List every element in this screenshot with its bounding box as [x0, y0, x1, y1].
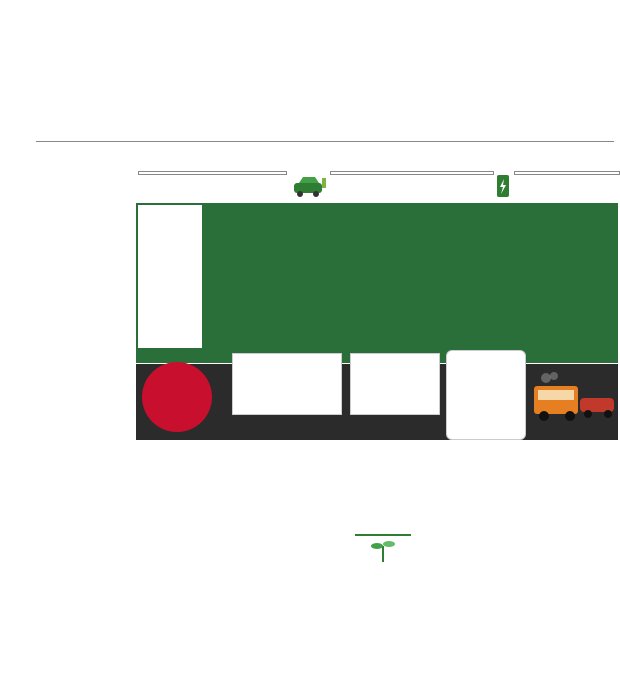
top-divider [36, 141, 614, 142]
note-two-wheelers [138, 171, 287, 175]
chart-panel [136, 203, 618, 363]
vehicles-illustration [532, 372, 616, 432]
times-special-badge [355, 532, 411, 592]
note-buses [514, 171, 620, 175]
fact-teri [350, 353, 440, 415]
role-badge [142, 362, 212, 432]
ev-car-icon [288, 172, 328, 200]
graphic-title [136, 146, 614, 166]
note-three-wheelers [330, 171, 494, 175]
fact-safar [446, 350, 526, 440]
charging-icon [494, 172, 512, 200]
fact-dss [232, 353, 342, 415]
legend-panel [138, 205, 202, 348]
plant-icon [355, 536, 411, 564]
